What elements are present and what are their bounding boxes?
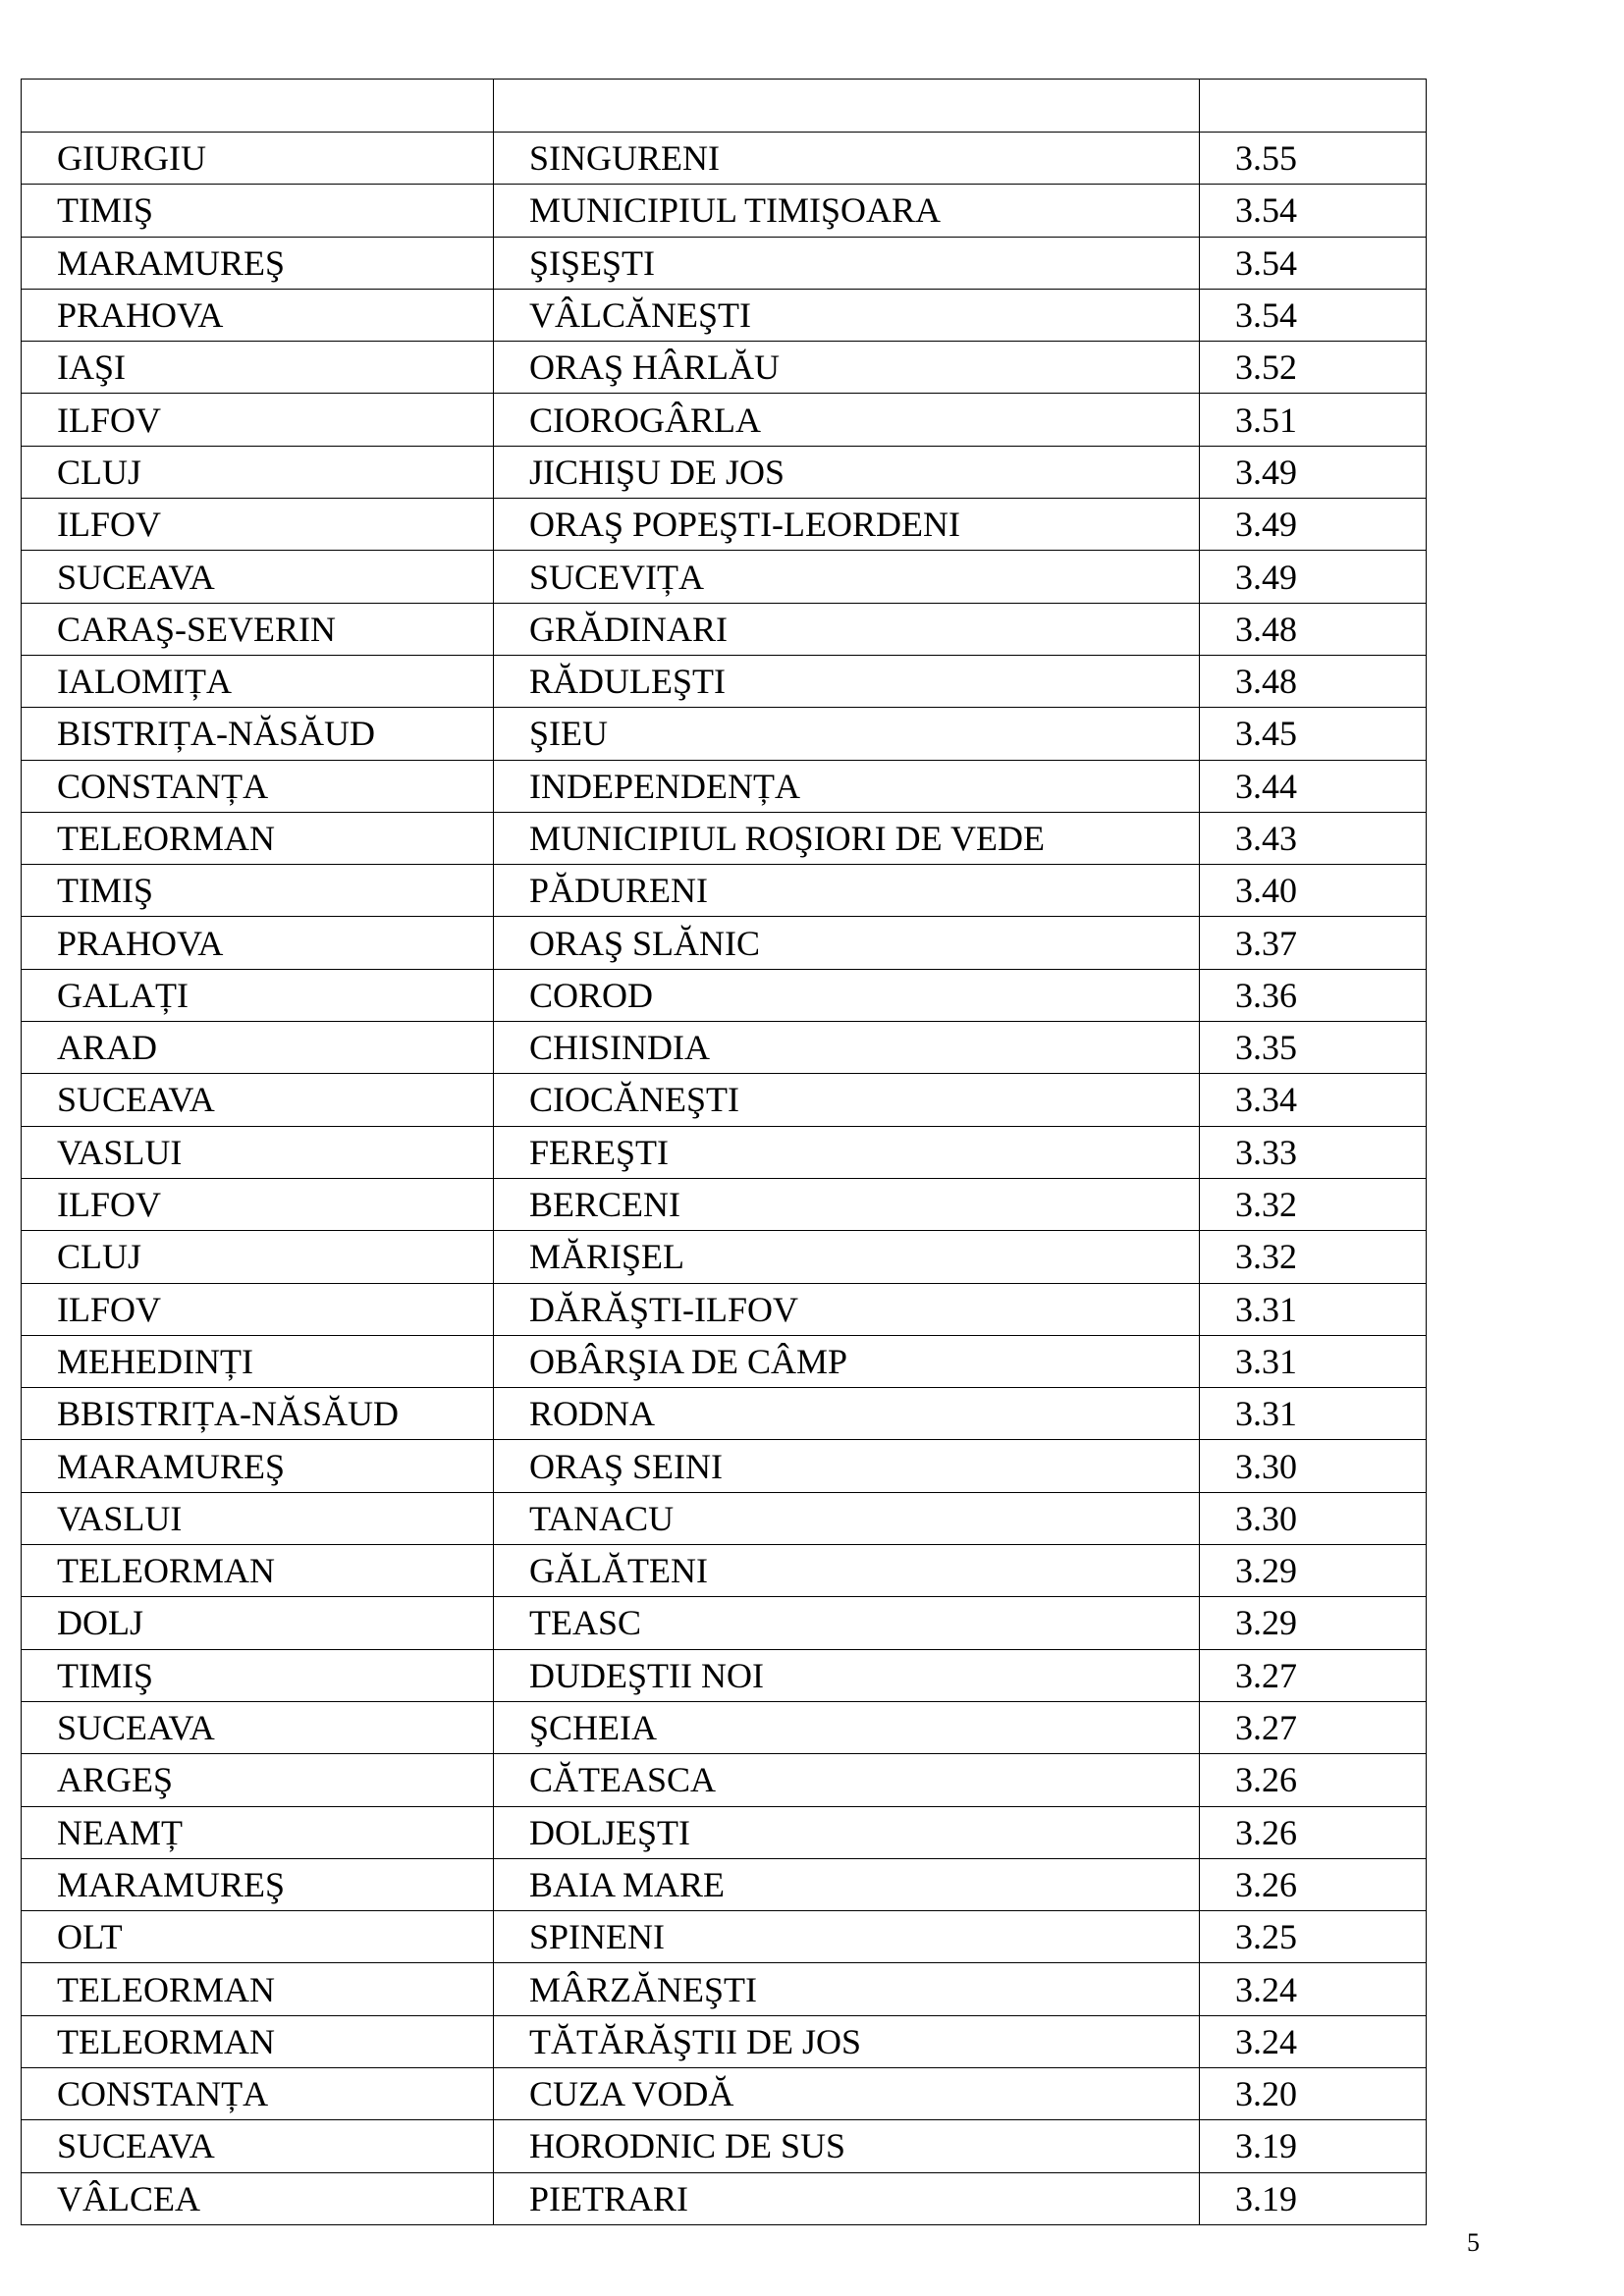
table-row [22,969,1427,1021]
locality-cell: OBÂRŞIA DE CÂMP [494,1335,1200,1387]
county-cell [22,499,494,551]
locality-cell: INDEPENDENȚA [494,760,1200,812]
score-cell: 3.26 [1200,1754,1427,1806]
score-cell: 3.30 [1200,1492,1427,1544]
locality-cell: ŞIŞEŞTI [494,237,1200,289]
score-cell: 3.31 [1200,1283,1427,1335]
ranking-table [21,79,1427,2225]
table-row [22,708,1427,760]
table-row [22,1440,1427,1492]
locality-cell: PĂDURENI [494,865,1200,917]
county-name: GIURGIU [57,138,206,179]
locality-cell: CĂTEASCA [494,1754,1200,1806]
county-cell [22,917,494,969]
score-cell: 3.54 [1200,237,1427,289]
county-cell [22,1545,494,1597]
county-cell [22,133,494,185]
table-row [22,1335,1427,1387]
county-name: TELEORMAN [57,1969,275,2009]
county-cell [22,1806,494,1858]
locality-cell: ŞIEU [494,708,1200,760]
score-cell: 3.24 [1200,2015,1427,2067]
county-name: SUCEAVA [57,1708,215,1748]
county-cell [22,2172,494,2224]
score-cell: 3.51 [1200,394,1427,446]
county-cell [22,708,494,760]
table-row [22,342,1427,394]
county-cell [22,1231,494,1283]
county-cell [22,1283,494,1335]
score-cell: 3.43 [1200,812,1427,864]
locality-cell: HORODNIC DE SUS [494,2120,1200,2172]
score-cell: 3.33 [1200,1126,1427,1178]
county-cell [22,812,494,864]
ranking-table-body [22,80,1427,2225]
county-name: MEHEDINȚI [57,1341,253,1381]
county-cell [22,1074,494,1126]
locality-cell: JICHIŞU DE JOS [494,446,1200,498]
locality-cell: CIOROGÂRLA [494,394,1200,446]
score-cell: 3.36 [1200,969,1427,1021]
score-cell: 3.31 [1200,1335,1427,1387]
county-name: GALAȚI [57,975,189,1015]
score-cell: 3.29 [1200,1545,1427,1597]
locality-cell: DĂRĂŞTI-ILFOV [494,1283,1200,1335]
county-name: ILFOV [57,505,161,545]
table-row [22,760,1427,812]
locality-cell: ORAŞ SEINI [494,1440,1200,1492]
locality-cell: DOLJEŞTI [494,1806,1200,1858]
county-cell [22,1388,494,1440]
locality-cell: COROD [494,969,1200,1021]
table-row [22,133,1427,185]
county-cell [22,2120,494,2172]
table-row [22,1911,1427,1963]
county-name: TIMIŞ [57,190,153,231]
table-row [22,603,1427,655]
score-cell: 3.48 [1200,603,1427,655]
table-row [22,1806,1427,1858]
county-cell [22,1492,494,1544]
locality-cell: TEASC [494,1597,1200,1649]
locality-cell: ŞCHEIA [494,1701,1200,1753]
score-cell: 3.52 [1200,342,1427,394]
county-cell [22,1335,494,1387]
score-cell: 3.26 [1200,1806,1427,1858]
score-cell: 3.27 [1200,1701,1427,1753]
score-cell: 3.54 [1200,185,1427,237]
table-row [22,2067,1427,2119]
locality-cell: VÂLCĂNEŞTI [494,289,1200,341]
table-header-row [22,80,1427,133]
locality-cell: MUNICIPIUL TIMIŞOARA [494,185,1200,237]
locality-cell: MÂRZĂNEŞTI [494,1963,1200,2015]
locality-cell: PIETRARI [494,2172,1200,2224]
county-cell [22,1440,494,1492]
county-cell [22,1963,494,2015]
score-cell: 3.31 [1200,1388,1427,1440]
locality-cell: DUDEŞTII NOI [494,1649,1200,1701]
county-name: CLUJ [57,1237,142,1277]
table-row [22,1283,1427,1335]
score-cell: 3.49 [1200,446,1427,498]
table-row [22,1492,1427,1544]
county-name: IALOMIȚA [57,662,232,702]
table-row [22,655,1427,707]
locality-cell: BAIA MARE [494,1858,1200,1910]
score-cell: 3.19 [1200,2120,1427,2172]
score-cell: 3.55 [1200,133,1427,185]
table-row [22,289,1427,341]
county-name: TELEORMAN [57,819,275,858]
county-cell [22,1022,494,1074]
ranking-table-container [21,79,1427,2225]
page-number: 5 [1467,2228,1480,2257]
county-name: CONSTANȚA [57,2074,269,2114]
county-name: CARAŞ-SEVERIN [57,609,337,649]
county-cell [22,760,494,812]
score-cell: 3.34 [1200,1074,1427,1126]
score-cell: 3.24 [1200,1963,1427,2015]
county-name: TELEORMAN [57,2021,275,2061]
county-cell [22,2067,494,2119]
county-cell [22,289,494,341]
score-cell: 3.32 [1200,1231,1427,1283]
locality-cell: MĂRIŞEL [494,1231,1200,1283]
table-row [22,2015,1427,2067]
score-cell: 3.40 [1200,865,1427,917]
table-row [22,1545,1427,1597]
table-row [22,812,1427,864]
locality-cell: FEREŞTI [494,1126,1200,1178]
county-name: ARAD [57,1028,158,1068]
county-cell [22,185,494,237]
table-row [22,2120,1427,2172]
county-name: IAŞI [57,347,126,388]
county-cell [22,446,494,498]
county-name: VÂLCEA [57,2178,200,2218]
table-row [22,1022,1427,1074]
score-cell: 3.49 [1200,499,1427,551]
table-row [22,865,1427,917]
county-cell [22,1597,494,1649]
county-name: MARAMUREŞ [57,242,286,283]
county-name: CLUJ [57,452,142,492]
county-cell [22,969,494,1021]
locality-cell: SPINENI [494,1911,1200,1963]
county-cell [22,342,494,394]
county-cell [22,603,494,655]
table-row [22,1649,1427,1701]
table-row [22,1858,1427,1910]
county-name: OLT [57,1917,123,1957]
table-row [22,1231,1427,1283]
table-row [22,1178,1427,1230]
table-row [22,2172,1427,2224]
county-cell [22,1701,494,1753]
county-cell [22,1178,494,1230]
locality-cell: RĂDULEŞTI [494,655,1200,707]
table-row [22,185,1427,237]
county-name: MARAMUREŞ [57,1446,286,1486]
table-row [22,1126,1427,1178]
county-name: PRAHOVA [57,923,224,963]
county-cell [22,1858,494,1910]
county-cell [22,1126,494,1178]
table-row [22,551,1427,603]
locality-cell: TĂTĂRĂŞTII DE JOS [494,2015,1200,2067]
county-name: SUCEAVA [57,1080,215,1120]
score-cell: 3.44 [1200,760,1427,812]
header-cell-locality [494,80,1200,133]
locality-cell: CIOCĂNEŞTI [494,1074,1200,1126]
county-name: TELEORMAN [57,1551,275,1591]
county-name: VASLUI [57,1132,183,1172]
table-row [22,1074,1427,1126]
county-name: DOLJ [57,1603,143,1643]
county-cell [22,237,494,289]
locality-cell: SINGURENI [494,133,1200,185]
score-cell: 3.54 [1200,289,1427,341]
score-cell: 3.32 [1200,1178,1427,1230]
locality-cell: CUZA VODĂ [494,2067,1200,2119]
county-name: TIMIŞ [57,871,153,911]
county-cell [22,1754,494,1806]
table-row [22,1754,1427,1806]
table-row [22,1388,1427,1440]
locality-cell: ORAŞ POPEŞTI-LEORDENI [494,499,1200,551]
county-name: ILFOV [57,400,161,440]
county-name: VASLUI [57,1498,183,1538]
score-cell: 3.35 [1200,1022,1427,1074]
county-name: SUCEAVA [57,2126,215,2166]
county-name: ILFOV [57,1289,161,1329]
county-name: MARAMUREŞ [57,1864,286,1904]
county-cell [22,394,494,446]
locality-cell: CHISINDIA [494,1022,1200,1074]
header-cell-county [22,80,494,133]
county-cell [22,551,494,603]
score-cell: 3.48 [1200,655,1427,707]
locality-cell: BERCENI [494,1178,1200,1230]
county-name: ARGEŞ [57,1760,174,1800]
score-cell: 3.26 [1200,1858,1427,1910]
locality-cell: MUNICIPIUL ROŞIORI DE VEDE [494,812,1200,864]
score-cell: 3.37 [1200,917,1427,969]
county-cell [22,655,494,707]
locality-cell: ORAŞ HÂRLĂU [494,342,1200,394]
locality-cell: SUCEVIȚA [494,551,1200,603]
score-cell: 3.25 [1200,1911,1427,1963]
score-cell: 3.20 [1200,2067,1427,2119]
score-cell: 3.19 [1200,2172,1427,2224]
county-name: SUCEAVA [57,557,215,597]
county-cell [22,2015,494,2067]
table-row [22,1963,1427,2015]
table-row [22,1597,1427,1649]
county-cell [22,865,494,917]
county-name: BISTRIȚA-NĂSĂUD [57,714,375,754]
county-name: TIMIŞ [57,1655,153,1695]
header-cell-score [1200,80,1427,133]
county-name: ILFOV [57,1185,161,1225]
table-row [22,394,1427,446]
table-row [22,446,1427,498]
locality-cell: GĂLĂTENI [494,1545,1200,1597]
county-name: PRAHOVA [57,295,224,336]
locality-cell: GRĂDINARI [494,603,1200,655]
table-row [22,499,1427,551]
score-cell: 3.45 [1200,708,1427,760]
table-row [22,917,1427,969]
county-name: BBISTRIȚA-NĂSĂUD [57,1394,400,1434]
table-row [22,1701,1427,1753]
locality-cell: RODNA [494,1388,1200,1440]
score-cell: 3.30 [1200,1440,1427,1492]
county-cell [22,1911,494,1963]
score-cell: 3.29 [1200,1597,1427,1649]
county-name: NEAMȚ [57,1812,183,1852]
score-cell: 3.27 [1200,1649,1427,1701]
locality-cell: ORAŞ SLĂNIC [494,917,1200,969]
county-cell [22,1649,494,1701]
table-row [22,237,1427,289]
score-cell: 3.49 [1200,551,1427,603]
county-name: CONSTANȚA [57,766,269,806]
locality-cell: TANACU [494,1492,1200,1544]
